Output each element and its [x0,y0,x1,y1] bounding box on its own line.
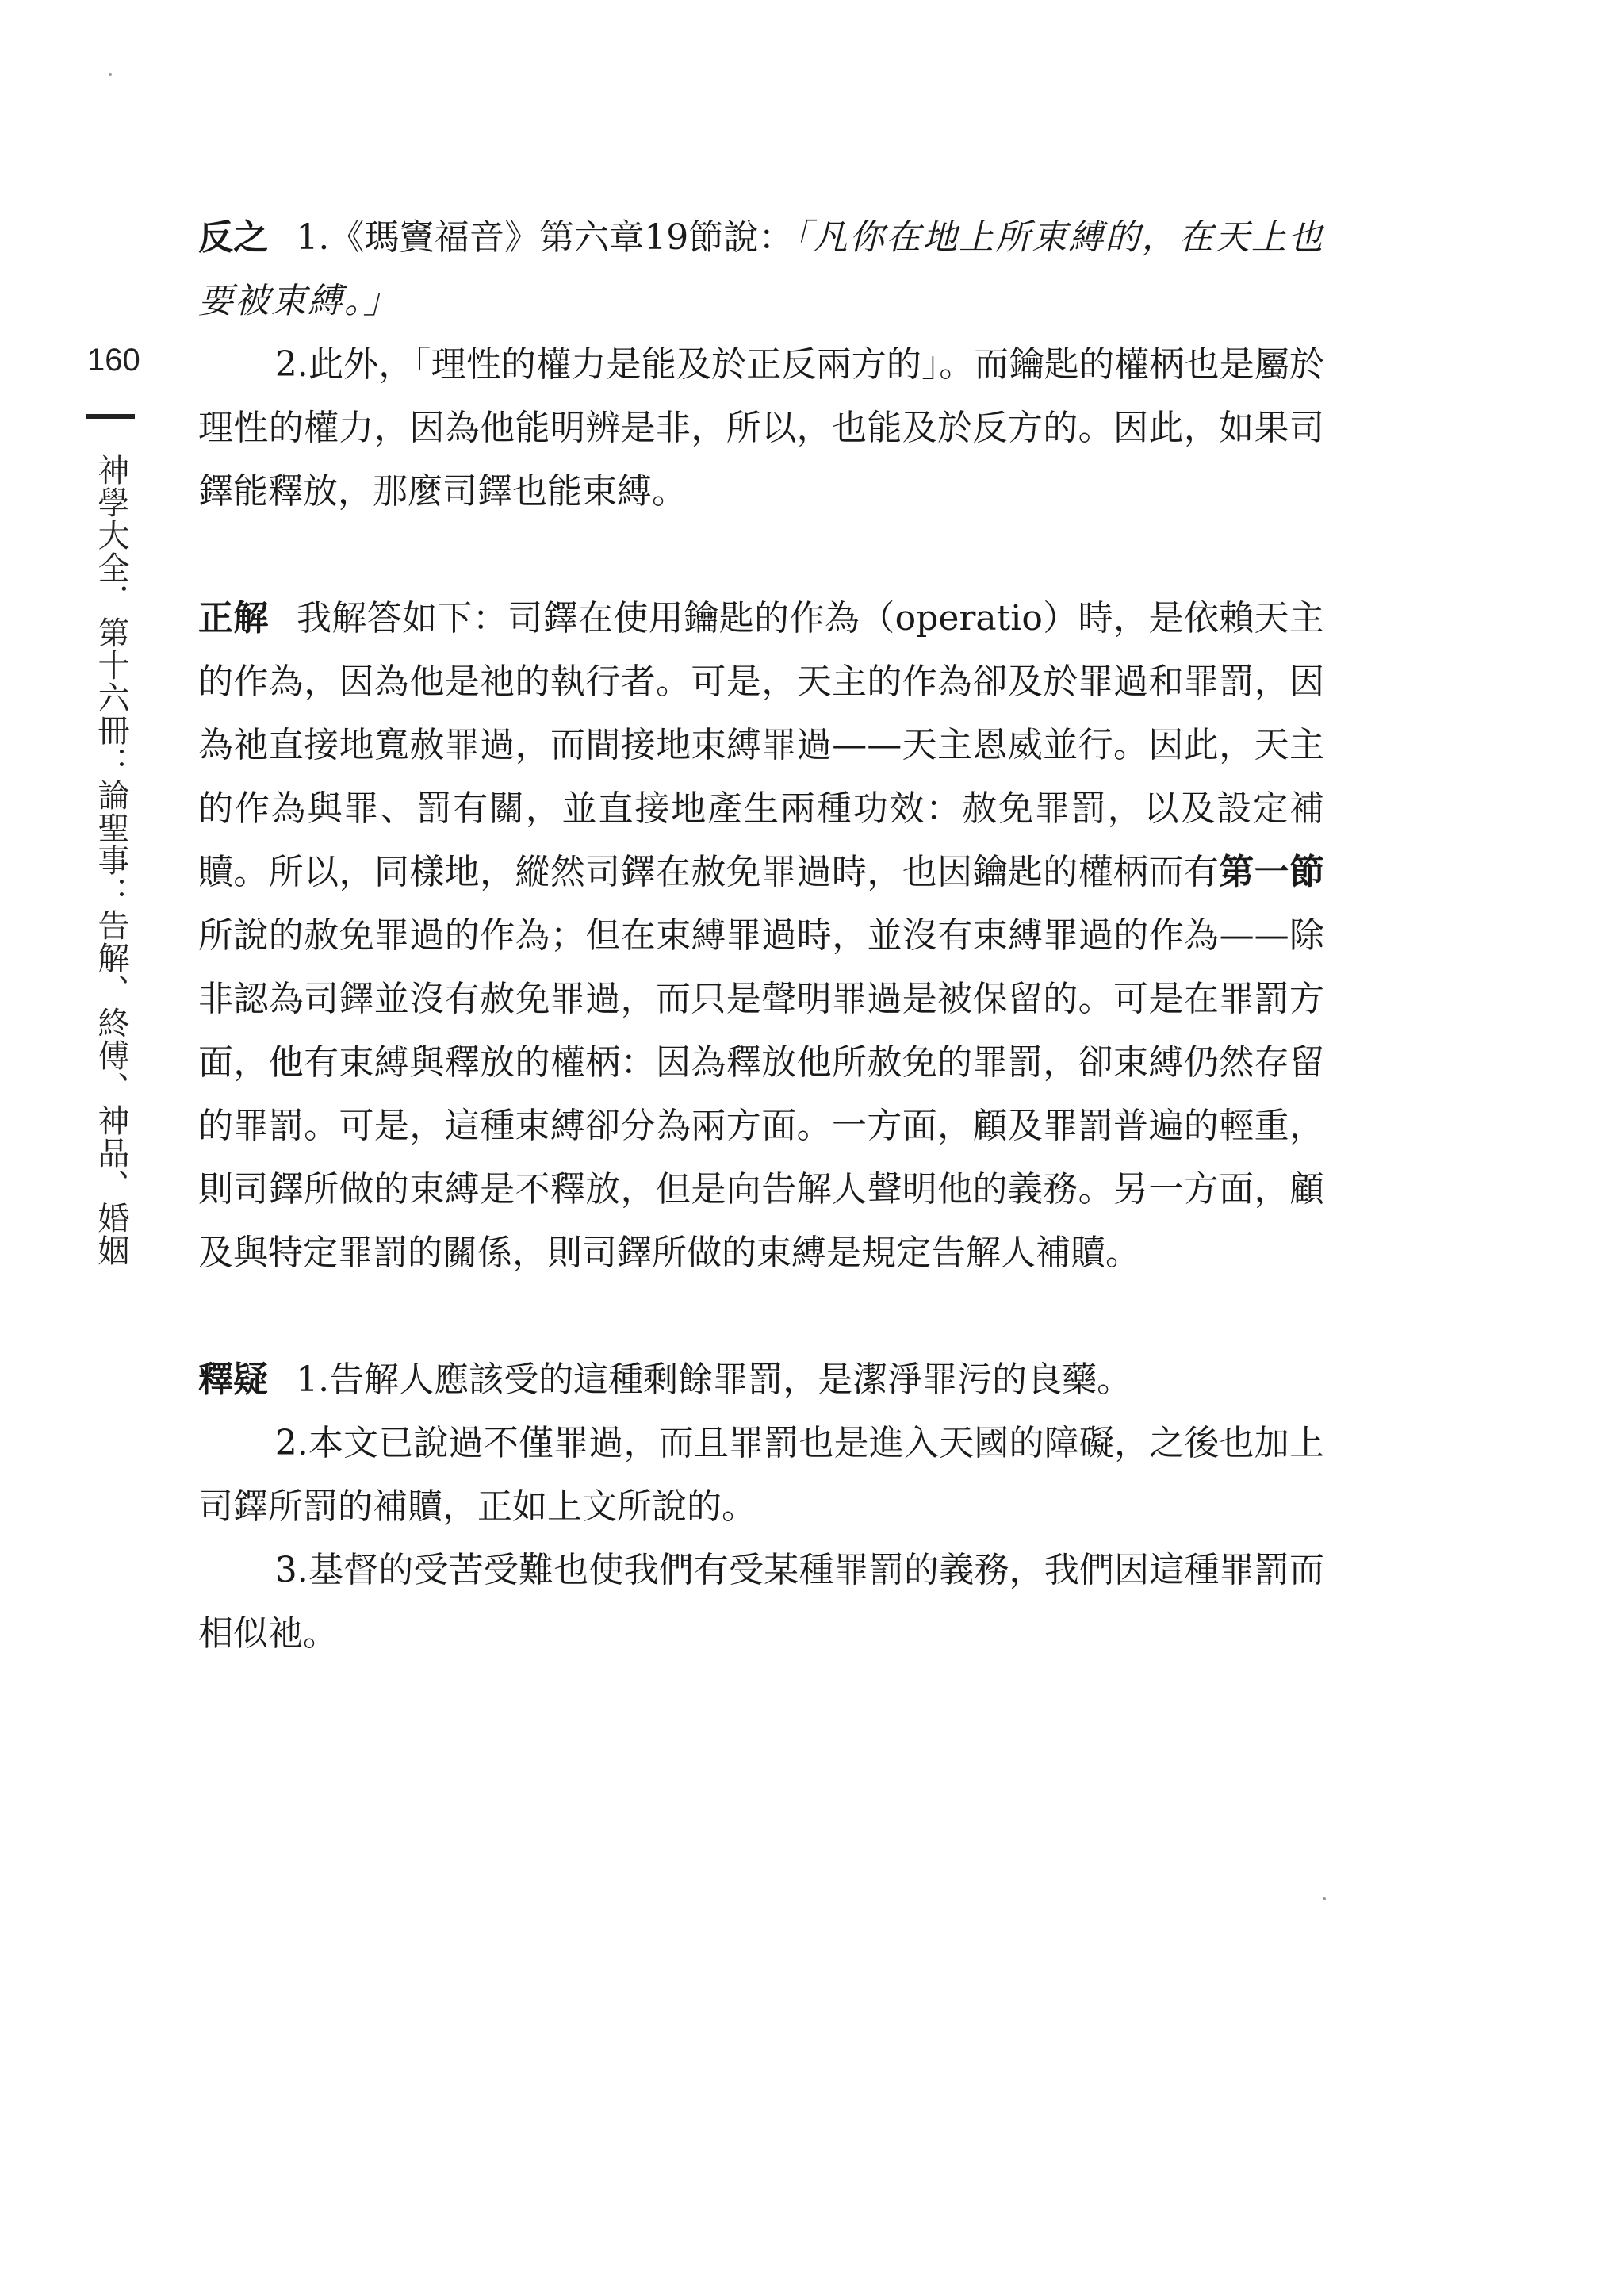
reply-1-text: 1.告解人應該受的這種剩餘罪罰，是潔淨罪污的良藥。 [296,1359,1132,1400]
main-text [198,206,1324,1666]
page-number: 160 [87,343,140,378]
margin-rule [86,414,135,419]
replies-label: 釋疑 [198,1359,268,1400]
answer-paragraph [198,587,1324,1285]
reply-1 [198,1348,1324,1412]
objection-1 [198,206,1324,333]
answer-text-emphasis: 第一節 [1219,852,1325,892]
answer-text-part-2: 所說的赦免罪過的作為；但在束縛罪過時，並沒有束縛罪過的作為——除非認為司鐸並沒有赦免罪過，而只是聲明罪過是被保留的。可是在罪罰方面，他有束縛與釋放的權柄：因為釋放他所赦免的罪罰，卻束縛仍然存留的罪罰。可是，這種束縛卻分為兩方面。一方面，顧及罪罰普遍的輕重，則司鐸所做的束縛是不釋放，但是向告解人聲明他的義務。另一方面，顧及與特定罪罰的關係，則司鐸所做的束縛是規定告解人補贖。 [198,915,1324,1273]
answer-text-part-1: 我解答如下：司鐸在使用鑰匙的作為（operatio）時，是依賴天主的作為，因為他是祂的執行者。可是，天主的作為卻及於罪過和罪罰，因為祂直接地寬赦罪過，而間接地束縛罪過——天主恩威並行。因此，天主的作為與罪、罰有關，並直接地產生兩種功效：赦免罪罰，以及設定補贖。所以，同樣地，縱然司鐸在赦免罪過時，也因鑰匙的權柄而有 [198,598,1325,892]
running-book-title: 神學大全．第十六冊：論聖事：告解、終傅、神品、婚姻 [93,454,129,1267]
reply-3: 3.基督的受苦受難也使我們有受某種罪罰的義務，我們因這種罪罰而相似祂。 [198,1550,1324,1654]
objections-label: 反之 [198,217,269,258]
replies-section [198,1348,1324,1666]
objection-2: 2.此外，「理性的權力是能及於正反兩方的」。而鑰匙的權柄也是屬於理性的權力，因為他能明辨是非，所以，也能及於反方的。因此，如果司鐸能釋放，那麼司鐸也能束縛。 [198,344,1324,512]
objections-section [198,206,1324,523]
scan-speck [109,73,112,76]
answer-section [198,587,1324,1285]
reply-2: 2.本文已說過不僅罪過，而且罪罰也是進入天國的障礙，之後也加上司鐸所罰的補贖，正如上文所說的。 [198,1423,1324,1527]
objection-1-quote: 「凡你在地上所束縛的，在天上也要被束縛。」 [198,217,1325,321]
answer-label: 正解 [198,598,269,638]
objection-1-text: 1.《瑪竇福音》第六章19節說： [296,217,794,258]
scan-speck [1323,1897,1326,1900]
